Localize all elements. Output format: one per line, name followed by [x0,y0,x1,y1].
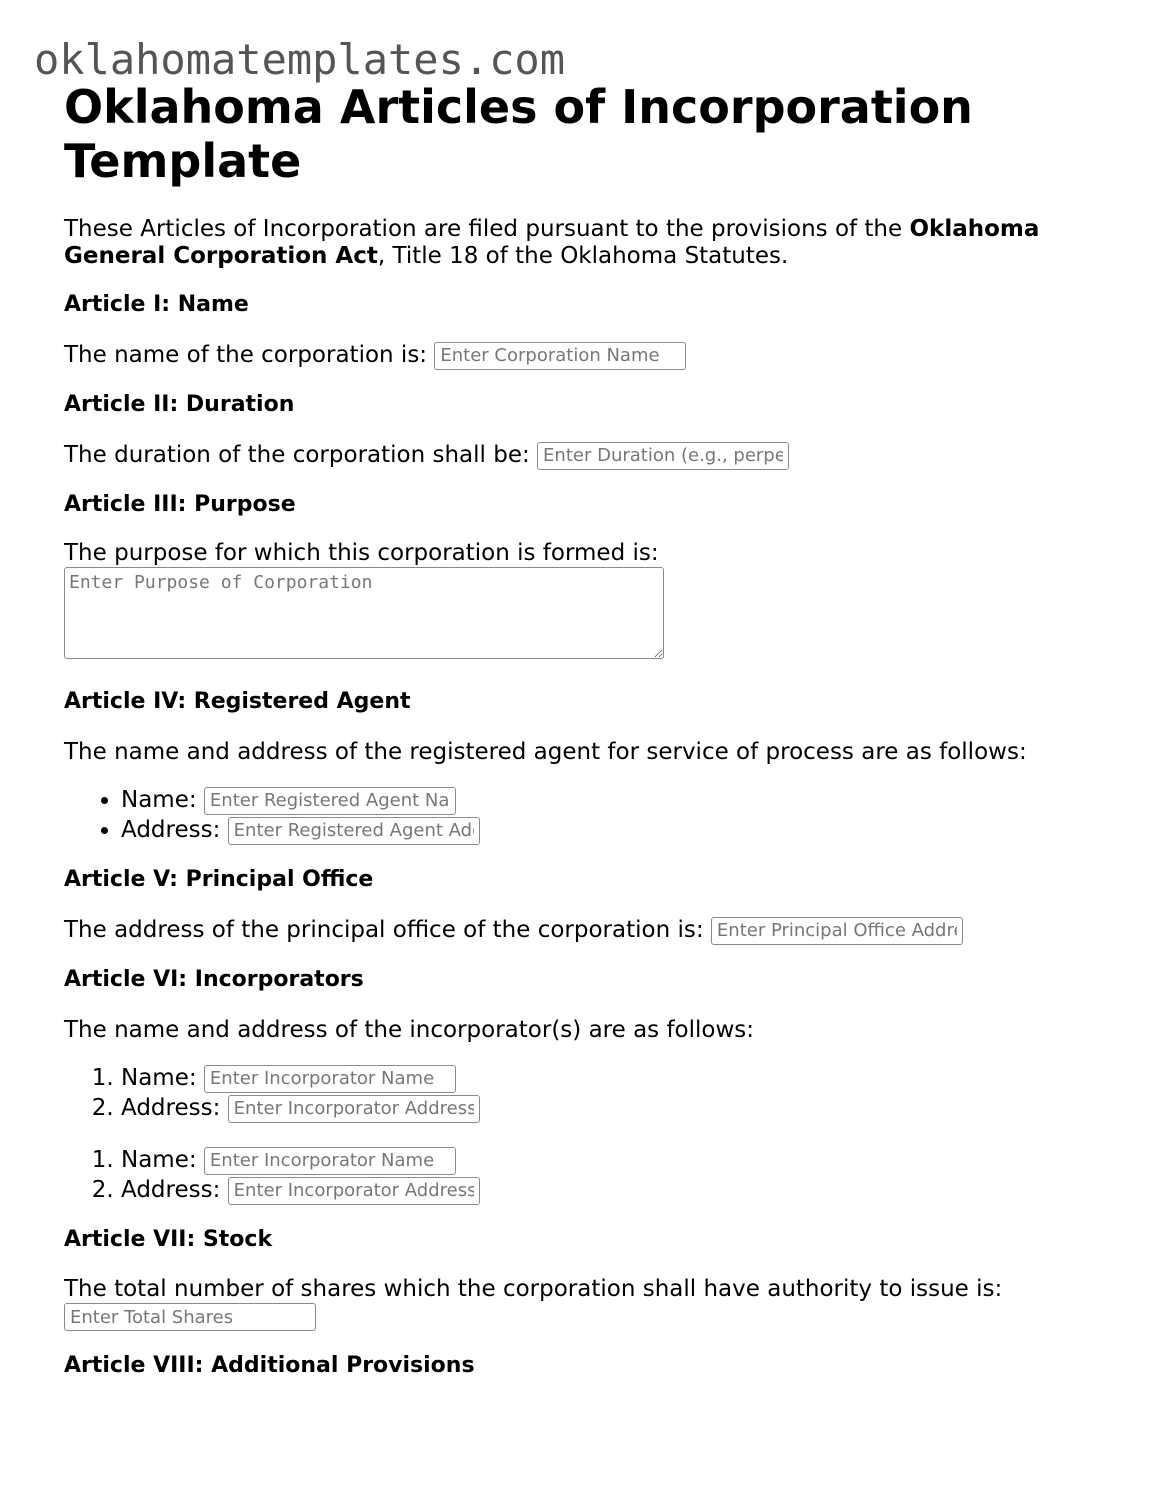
incorporator-1-list [64,1063,1104,1123]
intro-text-end: , Title 18 of the Oklahoma Statutes. [377,243,789,269]
agent-name-input[interactable] [204,787,456,815]
registered-agent-list [64,785,1104,845]
principal-office-input[interactable] [711,917,963,945]
article-3-heading: Article III: Purpose [64,492,296,517]
article-1-text: The name of the corporation is: [64,342,428,368]
agent-name-label: Name: [121,787,197,813]
list-item [121,785,1104,815]
article-4-heading: Article IV: Registered Agent [64,689,411,714]
article-2-text: The duration of the corporation shall be: [64,442,530,468]
incorporator-name-label: Name: [121,1147,197,1173]
incorporator-address-label: Address: [121,1095,221,1121]
incorporator-1-address-input[interactable] [228,1095,480,1123]
article-3-text: The purpose for which this corporation is formed is: [64,540,659,566]
intro-text-start: These Articles of Incorporation are filed pursuant to the provisions of the [64,216,910,242]
list-item [121,1145,1104,1175]
article-4-text: The name and address of the registered agent for service of process are as follows: [64,739,1027,765]
article-2-heading: Article II: Duration [64,392,295,417]
list-item [121,815,1104,845]
article-8-heading: Article VIII: Additional Provisions [64,1353,475,1378]
incorporator-2-list [64,1145,1104,1205]
incorporator-name-label: Name: [121,1065,197,1091]
total-shares-input[interactable] [64,1303,316,1331]
intro-paragraph [64,216,1104,270]
purpose-textarea[interactable] [64,567,664,659]
corporation-name-input[interactable] [434,342,686,370]
article-1-line [64,340,1104,370]
incorporator-2-address-input[interactable] [228,1177,480,1205]
incorporator-1-name-input[interactable] [204,1065,456,1093]
intro-act-name: Oklahoma General Corporation Act [64,216,1040,269]
incorporator-2-name-input[interactable] [204,1147,456,1175]
document-body [64,80,1104,1401]
article-5-heading: Article V: Principal Office [64,867,374,892]
agent-address-label: Address: [121,817,221,843]
article-2-line [64,440,1104,470]
article-7-text: The total number of shares which the corporation shall have authority to issue is: [64,1276,1003,1302]
article-7-heading: Article VII: Stock [64,1227,273,1252]
list-item [121,1175,1104,1205]
article-5-line [64,915,1104,945]
list-item [121,1093,1104,1123]
article-1-heading: Article I: Name [64,292,249,317]
agent-address-input[interactable] [228,817,480,845]
list-item [121,1063,1104,1093]
site-watermark: oklahomatemplates.com [34,35,566,84]
duration-input[interactable] [537,442,789,470]
article-6-heading: Article VI: Incorporators [64,967,364,992]
article-6-text: The name and address of the incorporator(s) are as follows: [64,1017,755,1043]
page-title: Oklahoma Articles of Incorporation Template [64,80,973,188]
incorporator-address-label: Address: [121,1177,221,1203]
article-5-text: The address of the principal office of the corporation is: [64,917,704,943]
